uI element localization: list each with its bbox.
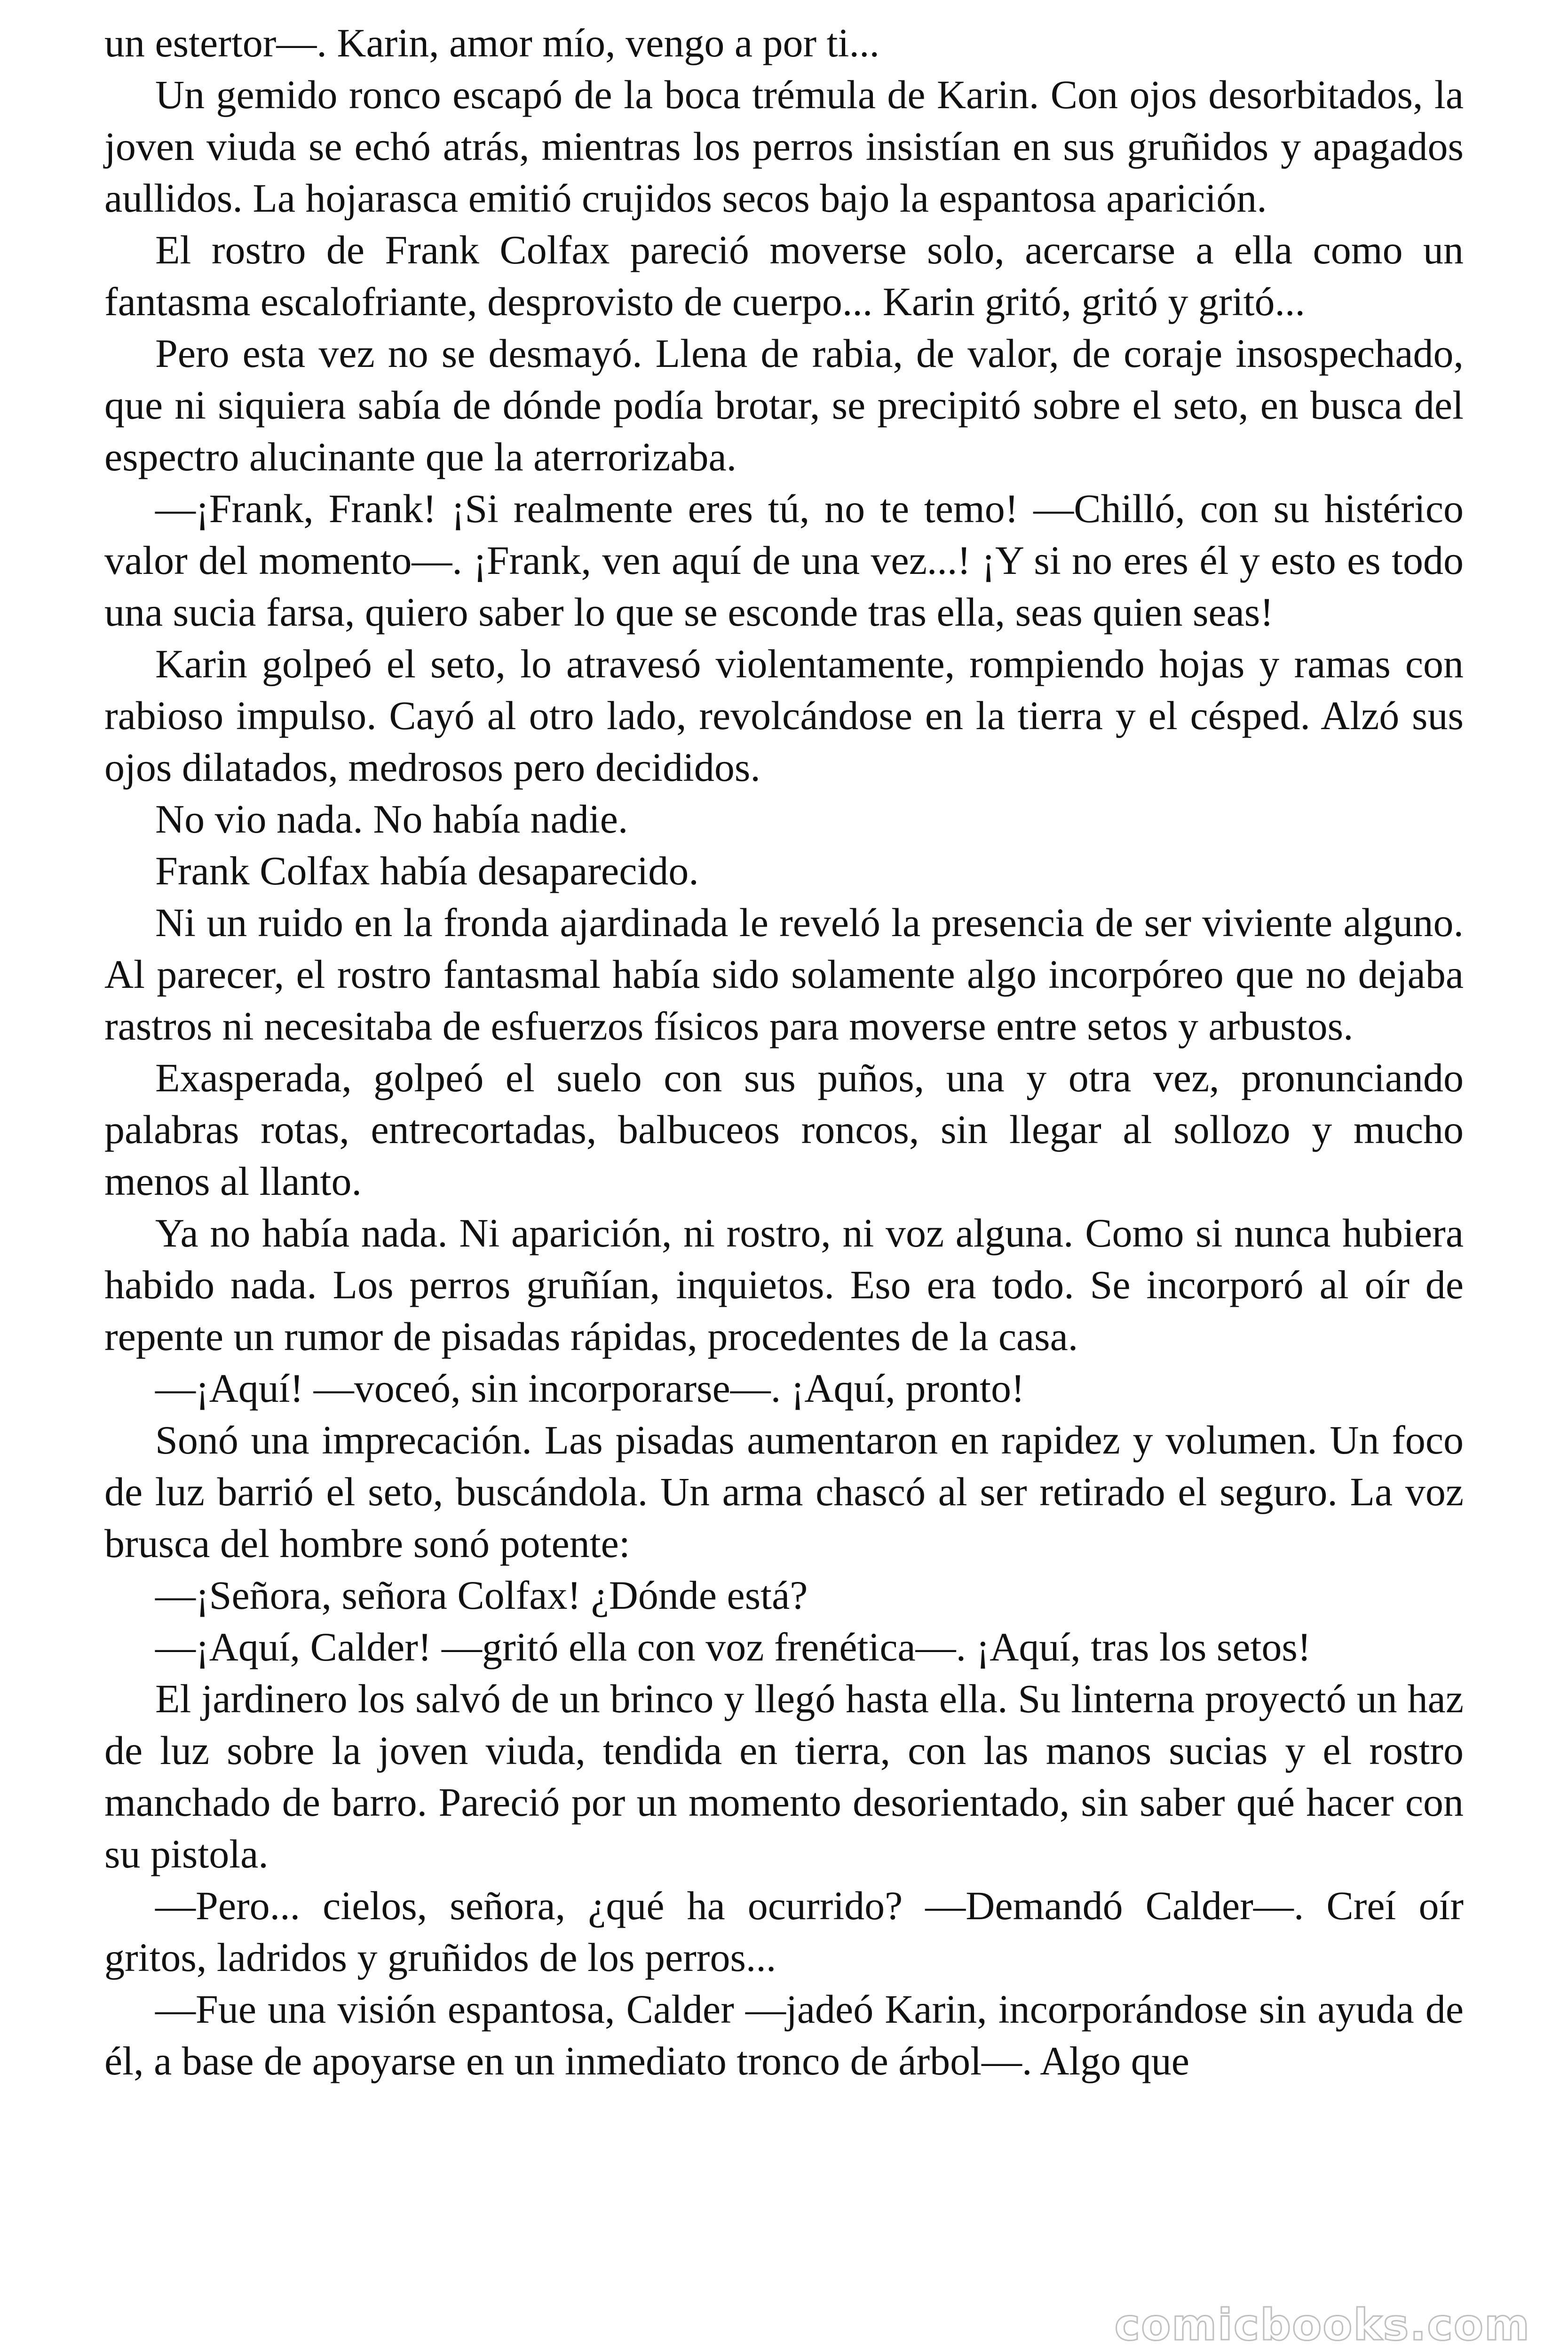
paragraph: Un gemido ronco escapó de la boca trémula de Karin. Con ojos desorbitados, la joven viuda se echó atrás, mientras los perros insistían en sus gruñidos y apagados aullidos. La hojarasca emitió crujidos secos bajo la espantosa aparición. — [104, 72, 1464, 221]
paragraph: Karin golpeó el seto, lo atravesó violentamente, rompiendo hojas y ramas con rabioso impulso. Cayó al otro lado, revolcándose en la tierra y el césped. Alzó sus ojos dilatados, medrosos pero decididos. — [104, 641, 1464, 790]
paragraph: Exasperada, golpeó el suelo con sus puños, una y otra vez, pronunciando palabras rotas, entrecortadas, balbuceos roncos, sin llegar al sollozo y mucho menos al llanto. — [104, 1055, 1464, 1204]
paragraph: El jardinero los salvó de un brinco y llegó hasta ella. Su linterna proyectó un haz de luz sobre la joven viuda, tendida en tierra, con las manos sucias y el rostro manchado de barro. Pareció por un momento desorientado, sin saber qué hacer con su pistola. — [104, 1676, 1464, 1876]
paragraph: —¡Aquí! —voceó, sin incorporarse—. ¡Aquí, pronto! — [155, 1366, 1025, 1411]
paragraph: El rostro de Frank Colfax pareció moverse solo, acercarse a ella como un fantasma escalofriante, desprovisto de cuerpo... Karin gritó, gritó y gritó... — [104, 227, 1464, 324]
paragraph: —Pero... cielos, señora, ¿qué ha ocurrido? —Demandó Calder—. Creí oír gritos, ladridos y gruñidos de los perros... — [104, 1883, 1464, 1980]
paragraph: —Fue una visión espantosa, Calder —jadeó Karin, incorporándose sin ayuda de él, a base de apoyarse en un inmediato tronco de árbol—. Algo que — [104, 1986, 1464, 2083]
paragraph: un estertor—. Karin, amor mío, vengo a por ti... — [104, 20, 879, 65]
paragraph: No vio nada. No había nadie. — [155, 796, 628, 842]
paragraph: Sonó una imprecación. Las pisadas aumentaron en rapidez y volumen. Un foco de luz barrió el seto, buscándola. Un arma chascó al ser retirado el seguro. La voz brusca del hombre sonó potente: — [104, 1417, 1464, 1566]
paragraph: —¡Señora, señora Colfax! ¿Dónde está? — [155, 1573, 808, 1618]
paragraph: Pero esta vez no se desmayó. Llena de rabia, de valor, de coraje insospechado, que ni siquiera sabía de dónde podía brotar, se precipitó sobre el seto, en busca del espectro alucinante que la aterrorizaba. — [104, 331, 1464, 479]
paragraph: Ya no había nada. Ni aparición, ni rostro, ni voz alguna. Como si nunca hubiera habido nada. Los perros gruñían, inquietos. Eso era todo. Se incorporó al oír de repente un rumor de pisadas rápidas, procedentes de la casa. — [104, 1210, 1464, 1359]
paragraph: Ni un ruido en la fronda ajardinada le reveló la presencia de ser viviente alguno. Al parecer, el rostro fantasmal había sido solamente algo incorpóreo que no dejaba rastros ni necesitaba de esfuerzos físicos para moverse entre setos y arbustos. — [104, 900, 1464, 1049]
paragraph: —¡Aquí, Calder! —gritó ella con voz frenética—. ¡Aquí, tras los setos! — [155, 1624, 1311, 1669]
paragraph: —¡Frank, Frank! ¡Si realmente eres tú, no te temo! —Chilló, con su histérico valor del momento—. ¡Frank, ven aquí de una vez...! ¡Y si no eres él y esto es todo una sucia farsa, quiero saber lo que se esconde tras ella, seas quien seas! — [104, 486, 1464, 635]
paragraph: Frank Colfax había desaparecido. — [155, 848, 699, 893]
watermark: comicbooks.com — [1114, 2300, 1530, 2350]
body-text — [104, 17, 1464, 2087]
